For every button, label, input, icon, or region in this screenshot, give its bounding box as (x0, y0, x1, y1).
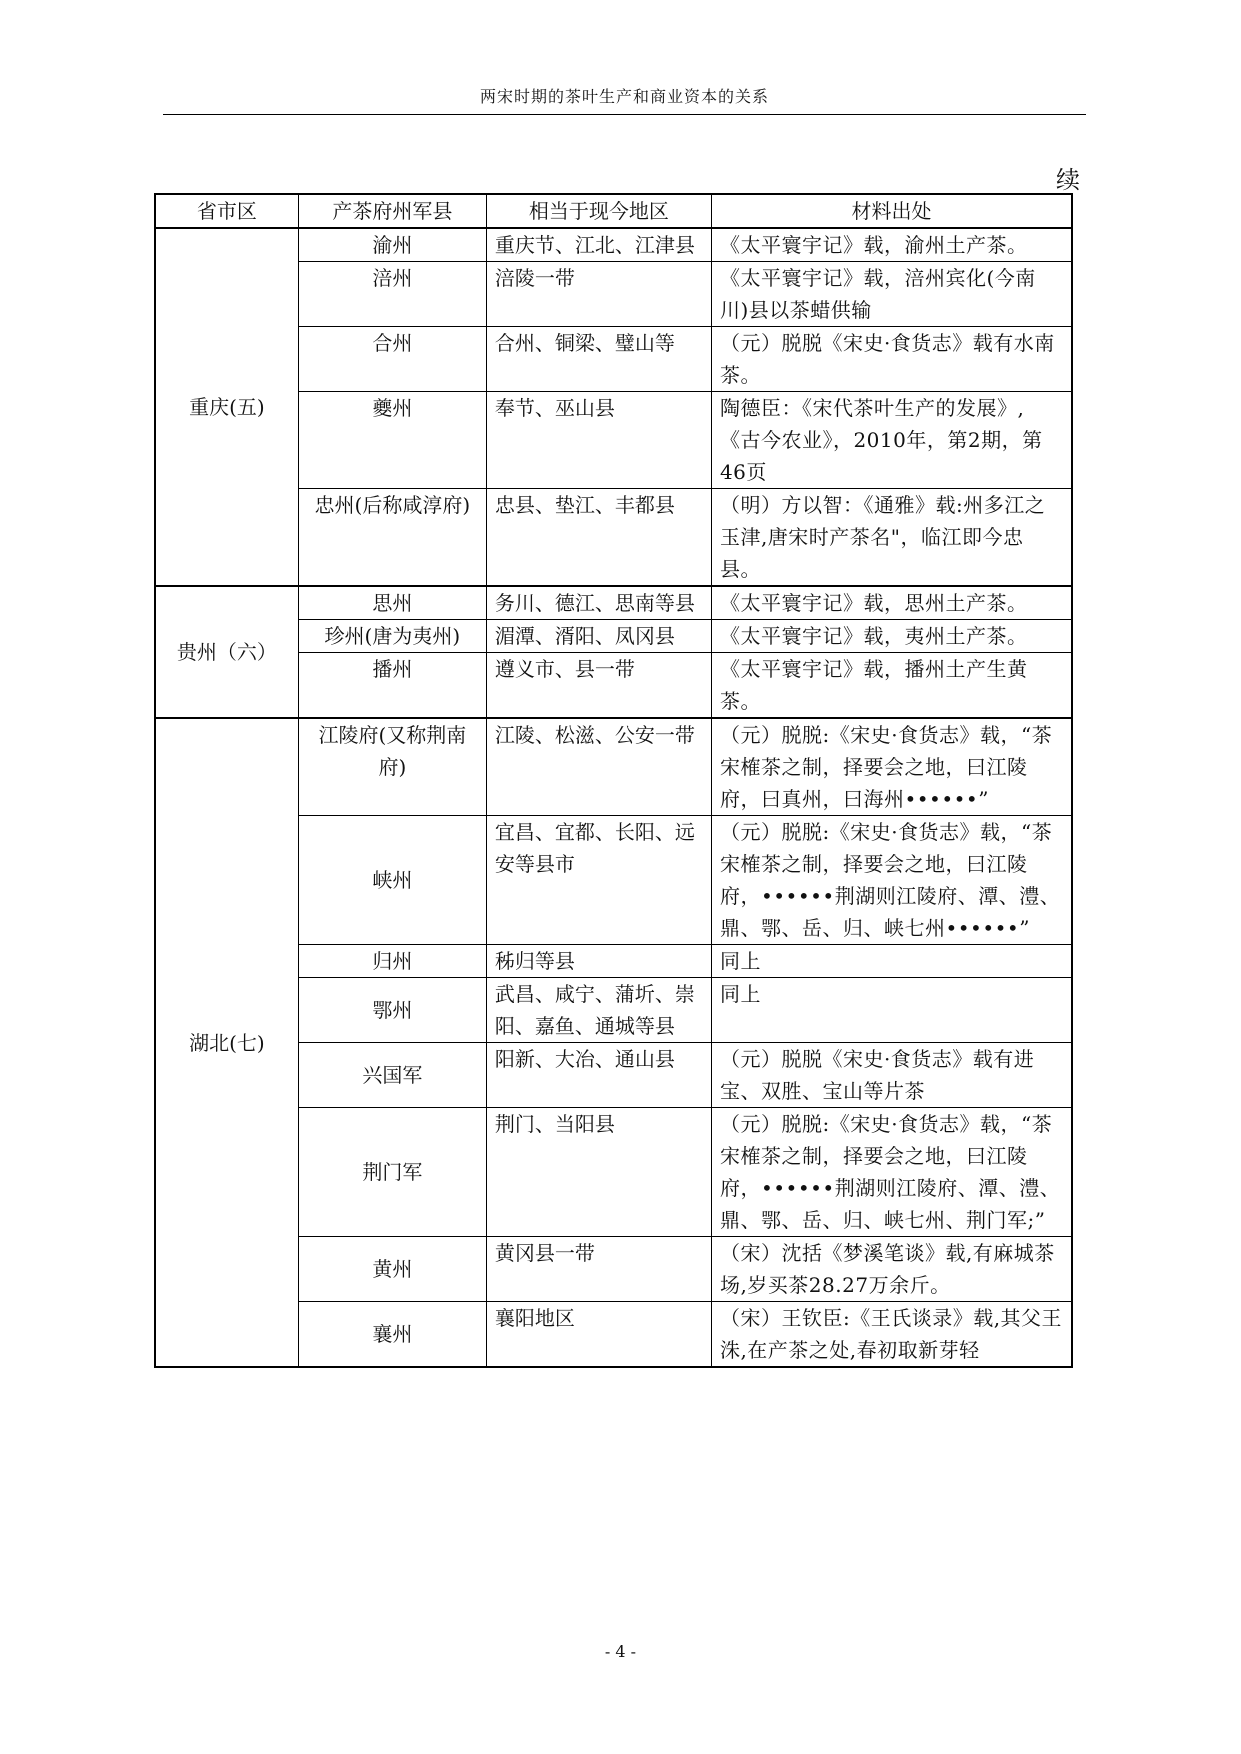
prefecture-cell: 黄州 (298, 1237, 486, 1302)
prefecture-cell: 渝州 (298, 228, 486, 262)
region-cell: 荆门、当阳县 (486, 1108, 711, 1237)
region-cell: 涪陵一带 (486, 262, 711, 327)
source-cell: （元）脱脱:《宋史·食货志》载，“茶宋榷茶之制，择要会之地，曰江陵府，••••••荆湖则江陵府、潭、澧、鼎、鄂、岳、归、峡七州••••••” (711, 816, 1072, 945)
prefecture-cell: 播州 (298, 653, 486, 719)
prefecture-cell: 江陵府(又称荆南府) (298, 718, 486, 816)
prefecture-cell: 思州 (298, 586, 486, 620)
source-cell: 《太平寰宇记》载，渝州土产茶。 (711, 228, 1072, 262)
region-cell: 遵义市、县一带 (486, 653, 711, 719)
page-number: - 4 - (604, 1642, 637, 1661)
running-header: 两宋时期的茶叶生产和商业资本的关系 (479, 87, 769, 106)
col-header-source: 材料出处 (711, 194, 1072, 228)
region-cell: 重庆节、江北、江津县 (486, 228, 711, 262)
region-cell: 阳新、大冶、通山县 (486, 1043, 711, 1108)
region-cell: 黄冈县一带 (486, 1237, 711, 1302)
prefecture-cell: 珍州(唐为夷州) (298, 620, 486, 653)
prefecture-cell: 鄂州 (298, 978, 486, 1043)
region-cell: 襄阳地区 (486, 1302, 711, 1368)
source-cell: （宋）沈括《梦溪笔谈》载,有麻城茶场,岁买茶28.27万余斤。 (711, 1237, 1072, 1302)
col-header-province: 省市区 (155, 194, 298, 228)
source-cell: 《太平寰宇记》载，夷州土产茶。 (711, 620, 1072, 653)
province-cell: 重庆(五) (155, 228, 298, 586)
prefecture-cell: 归州 (298, 945, 486, 978)
region-cell: 秭归等县 (486, 945, 711, 978)
source-cell: （元）脱脱《宋史·食货志》载有水南茶。 (711, 327, 1072, 392)
prefecture-cell: 夔州 (298, 392, 486, 489)
prefecture-cell: 峡州 (298, 816, 486, 945)
prefecture-cell: 荆门军 (298, 1108, 486, 1237)
source-cell: 同上 (711, 945, 1072, 978)
region-cell: 江陵、松滋、公安一带 (486, 718, 711, 816)
table-row (155, 228, 1072, 262)
prefecture-cell: 襄州 (298, 1302, 486, 1368)
prefecture-cell: 兴国军 (298, 1043, 486, 1108)
table-header-row (155, 194, 1072, 228)
tea-production-table (154, 193, 1073, 1368)
header-rule (163, 114, 1086, 115)
source-cell: （元）脱脱:《宋史·食货志》载，“茶宋榷茶之制，择要会之地，曰江陵府，曰真州，曰海州••••••” (711, 718, 1072, 816)
region-cell: 湄潭、湑阳、凤冈县 (486, 620, 711, 653)
col-header-region: 相当于现今地区 (486, 194, 711, 228)
table-row (155, 586, 1072, 620)
region-cell: 宜昌、宜都、长阳、远安等县市 (486, 816, 711, 945)
region-cell: 武昌、咸宁、蒲圻、崇阳、嘉鱼、通城等县 (486, 978, 711, 1043)
prefecture-cell: 合州 (298, 327, 486, 392)
source-cell: 《太平寰宇记》载，思州土产茶。 (711, 586, 1072, 620)
prefecture-cell: 忠州(后称咸淳府) (298, 489, 486, 587)
source-cell: （元）脱脱《宋史·食货志》载有进宝、双胜、宝山等片茶 (711, 1043, 1072, 1108)
source-cell: 同上 (711, 978, 1072, 1043)
source-cell: 《太平寰宇记》载，播州土产生黄茶。 (711, 653, 1072, 719)
col-header-prefecture: 产茶府州军县 (298, 194, 486, 228)
province-cell: 湖北(七) (155, 718, 298, 1367)
source-cell: 《太平寰宇记》载，涪州宾化(今南川)县以茶蜡供输 (711, 262, 1072, 327)
prefecture-cell: 涪州 (298, 262, 486, 327)
table-row (155, 718, 1072, 816)
province-cell: 贵州（六） (155, 586, 298, 718)
region-cell: 奉节、巫山县 (486, 392, 711, 489)
region-cell: 合州、铜梁、璧山等 (486, 327, 711, 392)
source-cell: 陶德臣：《宋代茶叶生产的发展》,《古今农业》，2010年，第2期，第46页 (711, 392, 1072, 489)
source-cell: （宋）王钦臣:《王氏谈录》载,其父王洙,在产茶之处,春初取新芽轻 (711, 1302, 1072, 1368)
source-cell: （元）脱脱:《宋史·食货志》载，“茶宋榷茶之制，择要会之地，曰江陵府，••••••荆湖则江陵府、潭、澧、鼎、鄂、岳、归、峡七州、荆门军;” (711, 1108, 1072, 1237)
region-cell: 务川、德江、思南等县 (486, 586, 711, 620)
source-cell: （明）方以智：《通雅》载:州多江之玉津,唐宋时产茶名"，临江即今忠县。 (711, 489, 1072, 587)
continued-label: 续 (1056, 166, 1080, 194)
region-cell: 忠县、垫江、丰都县 (486, 489, 711, 587)
